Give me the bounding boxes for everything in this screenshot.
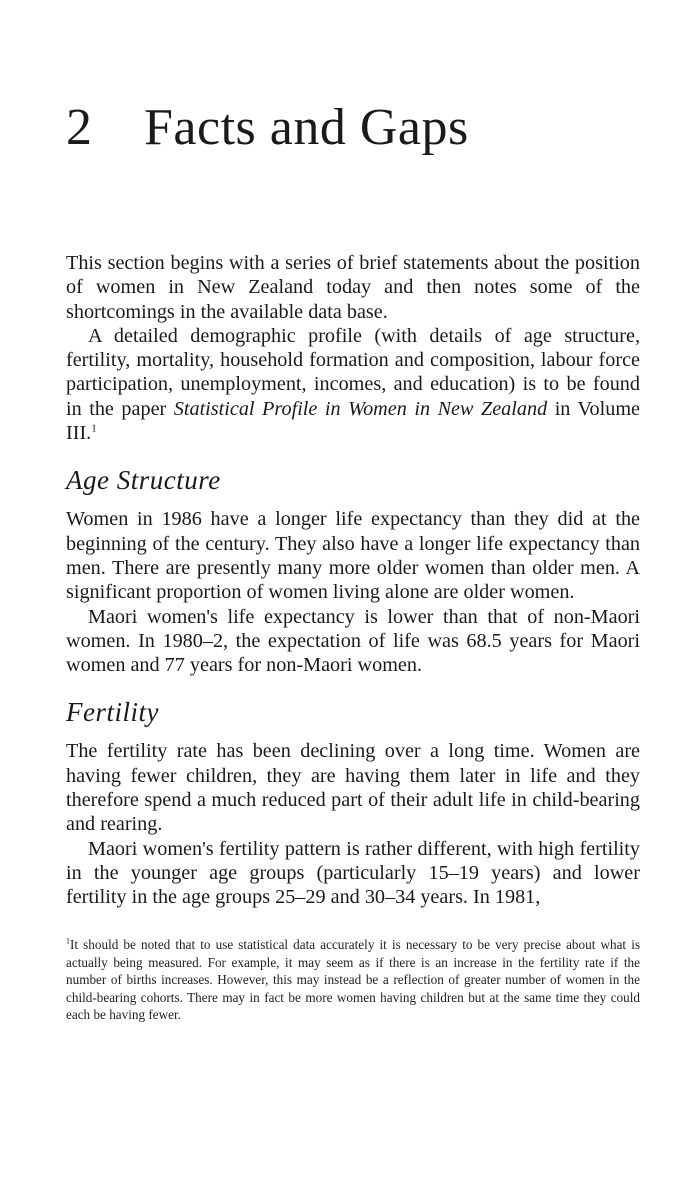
footnote-text: It should be noted that to use statistical data accurately it is necessary to be very precise about what is actually being measured. For example, it may seem as if there is an increase in the fertility rate if the number of births increases. However, this may instead be a reflection of greater number of women in the child-bearing cohorts. There may in fact be more women having children but at the same time they could each be having fewer. bbox=[66, 937, 640, 1022]
intro-paragraph-2-text: A detailed demographic profile (with details of age structure, fertility, mortality, household formation and composition, labour force participation, unemployment, incomes, and education) is to be found in the paper bbox=[66, 324, 640, 420]
age-structure-paragraph-2: Maori women's life expectancy is lower than that of non-Maori women. In 1980–2, the expectation of life was 68.5 years for Maori women and 77 years for non-Maori women. bbox=[66, 605, 640, 677]
body-text bbox=[66, 251, 640, 910]
footnote-marker: 1 bbox=[66, 936, 70, 946]
section-heading-age-structure: Age Structure bbox=[66, 465, 221, 496]
fertility-paragraph-2: Maori women's fertility pattern is rather different, with high fertility in the younger age groups (particularly 15–19 years) and lower fertility in the age groups 25–29 and 30–34 years. In 1981, bbox=[66, 837, 640, 909]
chapter-heading bbox=[66, 98, 469, 157]
footnote bbox=[66, 936, 640, 1024]
section-heading-fertility: Fertility bbox=[66, 697, 159, 728]
intro-paragraph-2 bbox=[66, 324, 640, 445]
chapter-title: Facts and Gaps bbox=[144, 99, 469, 156]
intro-paragraph-1: This section begins with a series of brief statements about the position of women in New Zealand today and then notes some of the shortcomings in the available data base. bbox=[66, 252, 640, 323]
fertility-paragraph-1: The fertility rate has been declining over a long time. Women are having fewer children, they are having them later in life and they therefore spend a much reduced part of their adult life in child-bearing and rearing. bbox=[66, 740, 640, 836]
age-structure-paragraph-1: Women in 1986 have a longer life expectancy than they did at the beginning of the century. They also have a longer life expectancy than men. There are presently many more older women than older men. A significant proportion of women living alone are older women. bbox=[66, 508, 640, 604]
paper-title: Statistical Profile in Women in New Zealand bbox=[173, 397, 548, 420]
footnote-reference: 1 bbox=[91, 422, 97, 435]
intro-paragraph-2-end: in Volume III. bbox=[66, 397, 640, 445]
chapter-number: 2 bbox=[66, 99, 93, 156]
